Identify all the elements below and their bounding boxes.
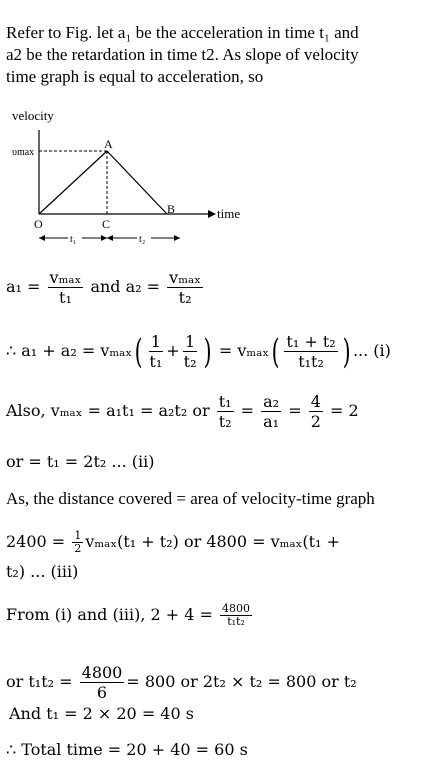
intro-line-3: time graph is equal to acceleration, so bbox=[6, 67, 264, 86]
intro-paragraph bbox=[6, 22, 424, 88]
distance-statement: As, the distance covered = area of velocity-time graph bbox=[6, 489, 375, 508]
t2-right-arrow bbox=[174, 235, 180, 241]
vmax-over-t1: $\frac{\text{vₘₐₓ}}{\text{t₁}}$ bbox=[49, 268, 82, 307]
sum-over-product: $\frac{\text{t₁ + t₂}}{\text{t₁t₂}}$ bbox=[286, 332, 336, 371]
eq2-tag: ... (i) bbox=[352, 341, 391, 360]
equation-ratio: Also, vₘₐₓ = a₁t₁ = a₂t₂ or $\frac{\text{t₁}}{\text{t₂}}$ = $\frac{\text{a₂}}{\text{a₁}}$ = $\frac{4}{2}$ = 2 bbox=[6, 392, 359, 431]
point-b-label: B bbox=[167, 202, 176, 216]
equation-ii: or = t₁ = 2t₂ ... (ii) bbox=[6, 452, 155, 471]
equation-t1: And t₁ = 2 × 20 = 40 s bbox=[9, 704, 194, 723]
t1-label: t₁ bbox=[70, 234, 77, 245]
a2-over-a1: $\frac{\text{a₂}}{\text{a₁}}$ bbox=[263, 392, 280, 431]
t1-right-arrow bbox=[101, 235, 107, 241]
t1-left-arrow bbox=[39, 235, 45, 241]
one-over-t1: $\frac{1}{\text{t₁}}$ bbox=[149, 332, 163, 371]
4800-over-6: $\frac{4800}{6}$ bbox=[81, 663, 123, 702]
eq1-and: and a₂ = bbox=[90, 277, 161, 296]
time-axis-label: time bbox=[217, 206, 241, 221]
eq2-mid: = vₘₐₓ bbox=[218, 341, 270, 360]
intro-line-1: Refer to Fig. let a₁ be the acceleration in time t₁ and bbox=[6, 23, 359, 42]
segment-ab bbox=[107, 151, 167, 214]
vmax-label: υmax bbox=[12, 147, 35, 158]
eq1-lhs: a₁ = bbox=[6, 277, 41, 296]
equation-accelerations bbox=[6, 268, 205, 307]
point-o-label: O bbox=[34, 217, 43, 231]
eq2-lhs: ∴ a₁ + a₂ = vₘₐₓ bbox=[6, 341, 133, 360]
velocity-time-figure bbox=[0, 100, 260, 260]
eq3-lhs: Also, vₘₐₓ = a₁t₁ = a₂t₂ or bbox=[6, 401, 210, 420]
point-a-label: A bbox=[104, 137, 113, 151]
segment-oa bbox=[39, 151, 107, 214]
velocity-axis-label: velocity bbox=[12, 108, 54, 123]
x-axis-arrow bbox=[208, 210, 216, 218]
4800-over-t1t2: $\frac{4800}{\text{t₁t₂}}$ bbox=[222, 602, 251, 628]
one-half: $\frac{1}{2}$ bbox=[74, 529, 82, 555]
vmax-over-t2: $\frac{\text{vₘₐₓ}}{\text{t₂}}$ bbox=[169, 268, 201, 307]
four-over-two: $\frac{4}{2}$ bbox=[310, 392, 321, 431]
equation-iii-line-1: 2400 = $\frac{1}{2}$ vₘₐₓ(t₁ + t₂) or 4800 = vₘₐₓ(t₁ + bbox=[6, 529, 340, 555]
t2-label: t₂ bbox=[139, 234, 146, 245]
intro-line-2: a2 be the retardation in time t2. As slope of velocity bbox=[6, 45, 359, 64]
equation-total-time: ∴ Total time = 20 + 40 = 60 s bbox=[6, 740, 248, 759]
eq3-result: = 2 bbox=[329, 401, 359, 420]
one-over-t2: $\frac{1}{\text{t₂}}$ bbox=[183, 332, 197, 371]
point-c-label: C bbox=[102, 217, 111, 231]
equation-product: or t₁t₂ = $\frac{4800}{6}$ = 800 or 2t₂ × t₂ = 800 or t₂ bbox=[6, 663, 357, 702]
t2-left-arrow bbox=[107, 235, 113, 241]
t1-over-t2: $\frac{\text{t₁}}{\text{t₂}}$ bbox=[218, 392, 232, 431]
equation-i: ∴ a₁ + a₂ = vₘₐₓ( $\frac{1}{\text{t₁}}$ + $\frac{1}{\text{t₂}}$ ) = vₘₐₓ( $\frac{\text{t₁ + t₂}}{\text{t₁t₂}}$ ) ... (i) bbox=[6, 331, 391, 372]
equation-iii-line-2: t₂) ... (iii) bbox=[6, 562, 79, 581]
equation-from-i-iii: From (i) and (iii), 2 + 4 = $\frac{4800}{\text{t₁t₂}}$ bbox=[6, 602, 251, 628]
